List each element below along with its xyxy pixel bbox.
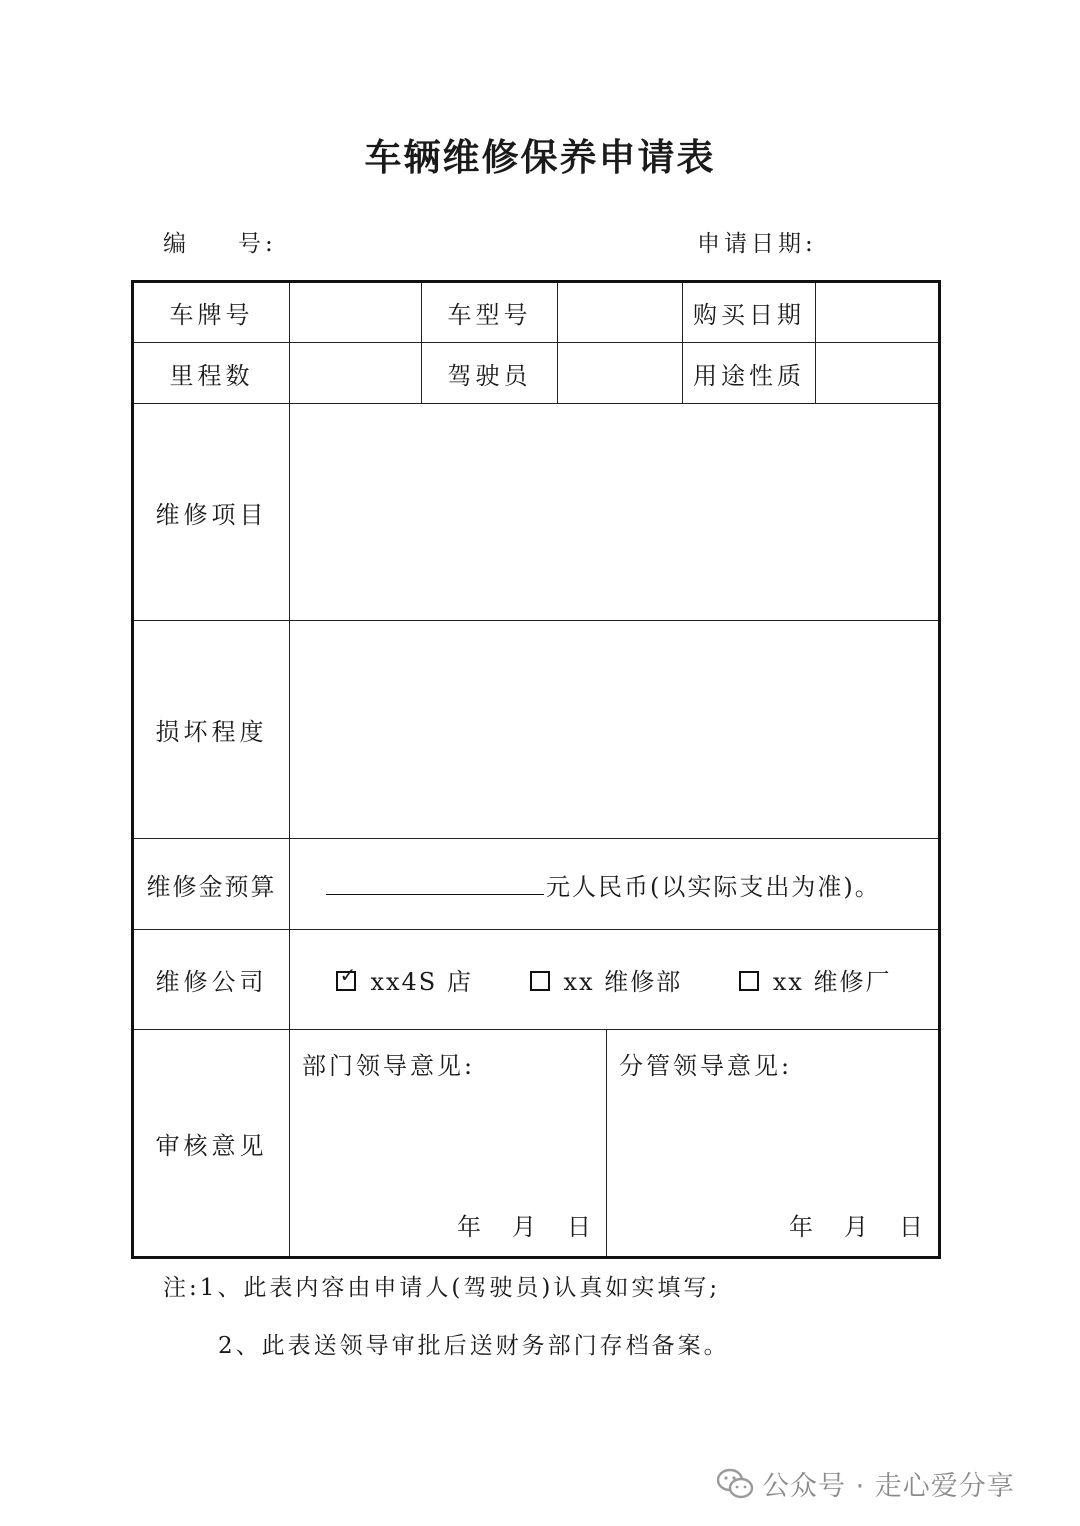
plate-label: 车牌号 [133,282,290,343]
budget-cell [290,839,940,930]
application-form-table [131,280,941,1259]
supervisor-opinion-box[interactable] [607,1030,938,1256]
company-option-label: xx4S 店 [370,968,473,996]
checkbox-checked-icon[interactable]: ✓ [336,971,356,991]
company-option-repair-factory[interactable] [739,962,892,997]
mileage-field[interactable] [290,343,422,404]
company-option-4s[interactable] [336,962,472,997]
date-year: 年 [457,1213,484,1241]
damage-label: 损坏程度 [133,621,290,839]
serial-number-label [163,226,277,262]
date-month: 月 [512,1213,539,1241]
apply-date-label: 申请日期: [697,231,817,257]
dept-opinion-date [429,1207,594,1242]
damage-field[interactable] [290,621,940,839]
wechat-icon [716,1467,754,1508]
model-field[interactable] [558,282,683,343]
company-label: 维修公司 [133,930,290,1030]
usage-field[interactable] [816,343,940,404]
watermark [716,1464,1015,1508]
company-options [290,930,940,1030]
company-option-label: xx 维修部 [563,968,683,996]
purchase-date-label: 购买日期 [683,282,816,343]
budget-label: 维修金预算 [133,839,290,930]
date-day: 日 [567,1213,594,1241]
dept-opinion-box[interactable] [290,1030,607,1256]
date-year: 年 [789,1213,816,1241]
budget-suffix: 元人民币(以实际支出为准)。 [546,872,881,901]
watermark-text: 公众号 · 走心爱分享 [762,1471,1015,1502]
checkbox-icon[interactable] [530,971,550,991]
driver-label: 驾驶员 [422,343,558,404]
repair-items-field[interactable] [290,404,940,621]
review-label: 审核意见 [133,1030,290,1258]
company-option-repair-dept[interactable] [530,962,683,997]
model-label: 车型号 [422,282,558,343]
serial-label-part1: 编 [163,231,190,257]
mileage-label: 里程数 [133,343,290,404]
date-month: 月 [844,1213,871,1241]
plate-field[interactable] [290,282,422,343]
purchase-date-field[interactable] [816,282,940,343]
supervisor-opinion-label: 分管领导意见: [619,1052,793,1080]
usage-label: 用途性质 [683,343,816,404]
budget-amount-field[interactable] [326,868,544,895]
driver-field[interactable] [558,343,683,404]
dept-opinion-label: 部门领导意见: [302,1052,476,1080]
review-cell [290,1030,940,1258]
date-day: 日 [899,1213,926,1241]
note-line-1: 注:1、此表内容由申请人(驾驶员)认真如实填写; [163,1275,721,1301]
checkbox-icon[interactable] [739,971,759,991]
form-title: 车辆维修保养申请表 [364,136,716,179]
repair-items-label: 维修项目 [133,404,290,621]
company-option-label: xx 维修厂 [772,968,892,996]
serial-label-part2: 号: [238,231,277,257]
note-line-2: 2、此表送领导审批后送财务部门存档备案。 [218,1333,730,1359]
supervisor-opinion-date [761,1207,926,1242]
